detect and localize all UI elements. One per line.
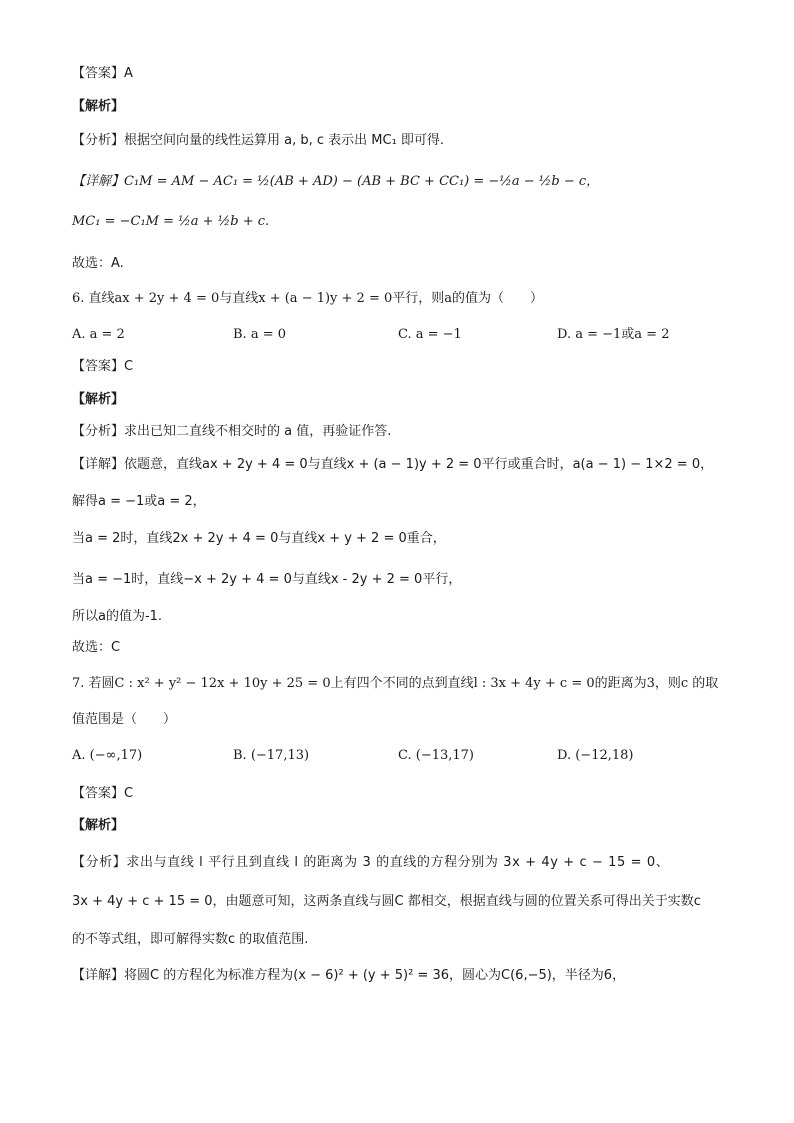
explain-header: 【解析】 [72,818,125,833]
question-stem: 7. 若圆C : x² + y² − 12x + 10y + 25 = 0上有四个不同的点到直线l : 3x + 4y + c = 0的距离为3，则c 的取 [72,676,719,691]
option-b: B. (−17,13) [233,748,310,763]
analysis-text: 【分析】求出已知二直线不相交时的 a 值，再验证作答. [72,424,392,439]
analysis-text: 3x + 4y + c + 15 = 0，由题意可知，这两条直线与圆C 都相交，根据直线与圆的位置关系可得出关于实数c [72,894,701,909]
detail-text: 解得a = −1或a = 2， [72,494,206,509]
option-a: A. a = 2 [72,327,125,342]
detail-text: 所以a的值为-1. [72,609,163,624]
option-d: D. (−12,18) [557,748,634,763]
option-d: D. a = −1或a = 2 [557,327,670,342]
detail-text: 当a = −1时，直线−x + 2y + 4 = 0与直线x - 2y + 2 = 0平行， [72,572,462,587]
explain-header: 【解析】 [72,392,125,407]
detail-text: 【详解】依题意，直线ax + 2y + 4 = 0与直线x + (a − 1)y + 2 = 0平行或重合时，a(a − 1) − 1×2 = 0， [72,457,714,472]
analysis-text: 【分析】求出与直线 l 平行且到直线 l 的距离为 3 的直线的方程分别为 3x + 4y + c − 15 = 0、 [72,855,670,870]
question-stem: 6. 直线ax + 2y + 4 = 0与直线x + (a − 1)y + 2 = 0平行，则a的值为（ ） [72,291,544,306]
analysis-text: 【分析】根据空间向量的线性运算用 a, b, c 表示出 MC₁ 即可得. [72,133,445,148]
answer-label: 【答案】A [72,66,133,81]
option-c: C. (−13,17) [398,748,475,763]
option-b: B. a = 0 [233,327,286,342]
conclusion-text: 故选：A. [72,256,124,271]
detail-text: 【详解】C₁M = AM − AC₁ = ½(AB + AD) − (AB + BC + CC₁) = −½a − ½b − c， [72,174,600,189]
detail-text: 【详解】将圆C 的方程化为标准方程为(x − 6)² + (y + 5)² = 36，圆心为C(6,−5)，半径为6， [72,968,626,983]
detail-text: MC₁ = −C₁M = ½a + ½b + c. [72,214,270,229]
detail-text: 当a = 2时，直线2x + 2y + 4 = 0与直线x + y + 2 = 0重合， [72,531,446,546]
analysis-text: 的不等式组，即可解得实数c 的取值范围. [72,932,309,947]
explain-header: 【解析】 [72,99,125,114]
option-c: C. a = −1 [398,327,462,342]
answer-label: 【答案】C [72,359,134,374]
question-stem-cont: 值范围是（ ） [72,712,177,727]
answer-label: 【答案】C [72,786,134,801]
option-a: A. (−∞,17) [72,748,143,763]
conclusion-text: 故选：C [72,640,121,655]
